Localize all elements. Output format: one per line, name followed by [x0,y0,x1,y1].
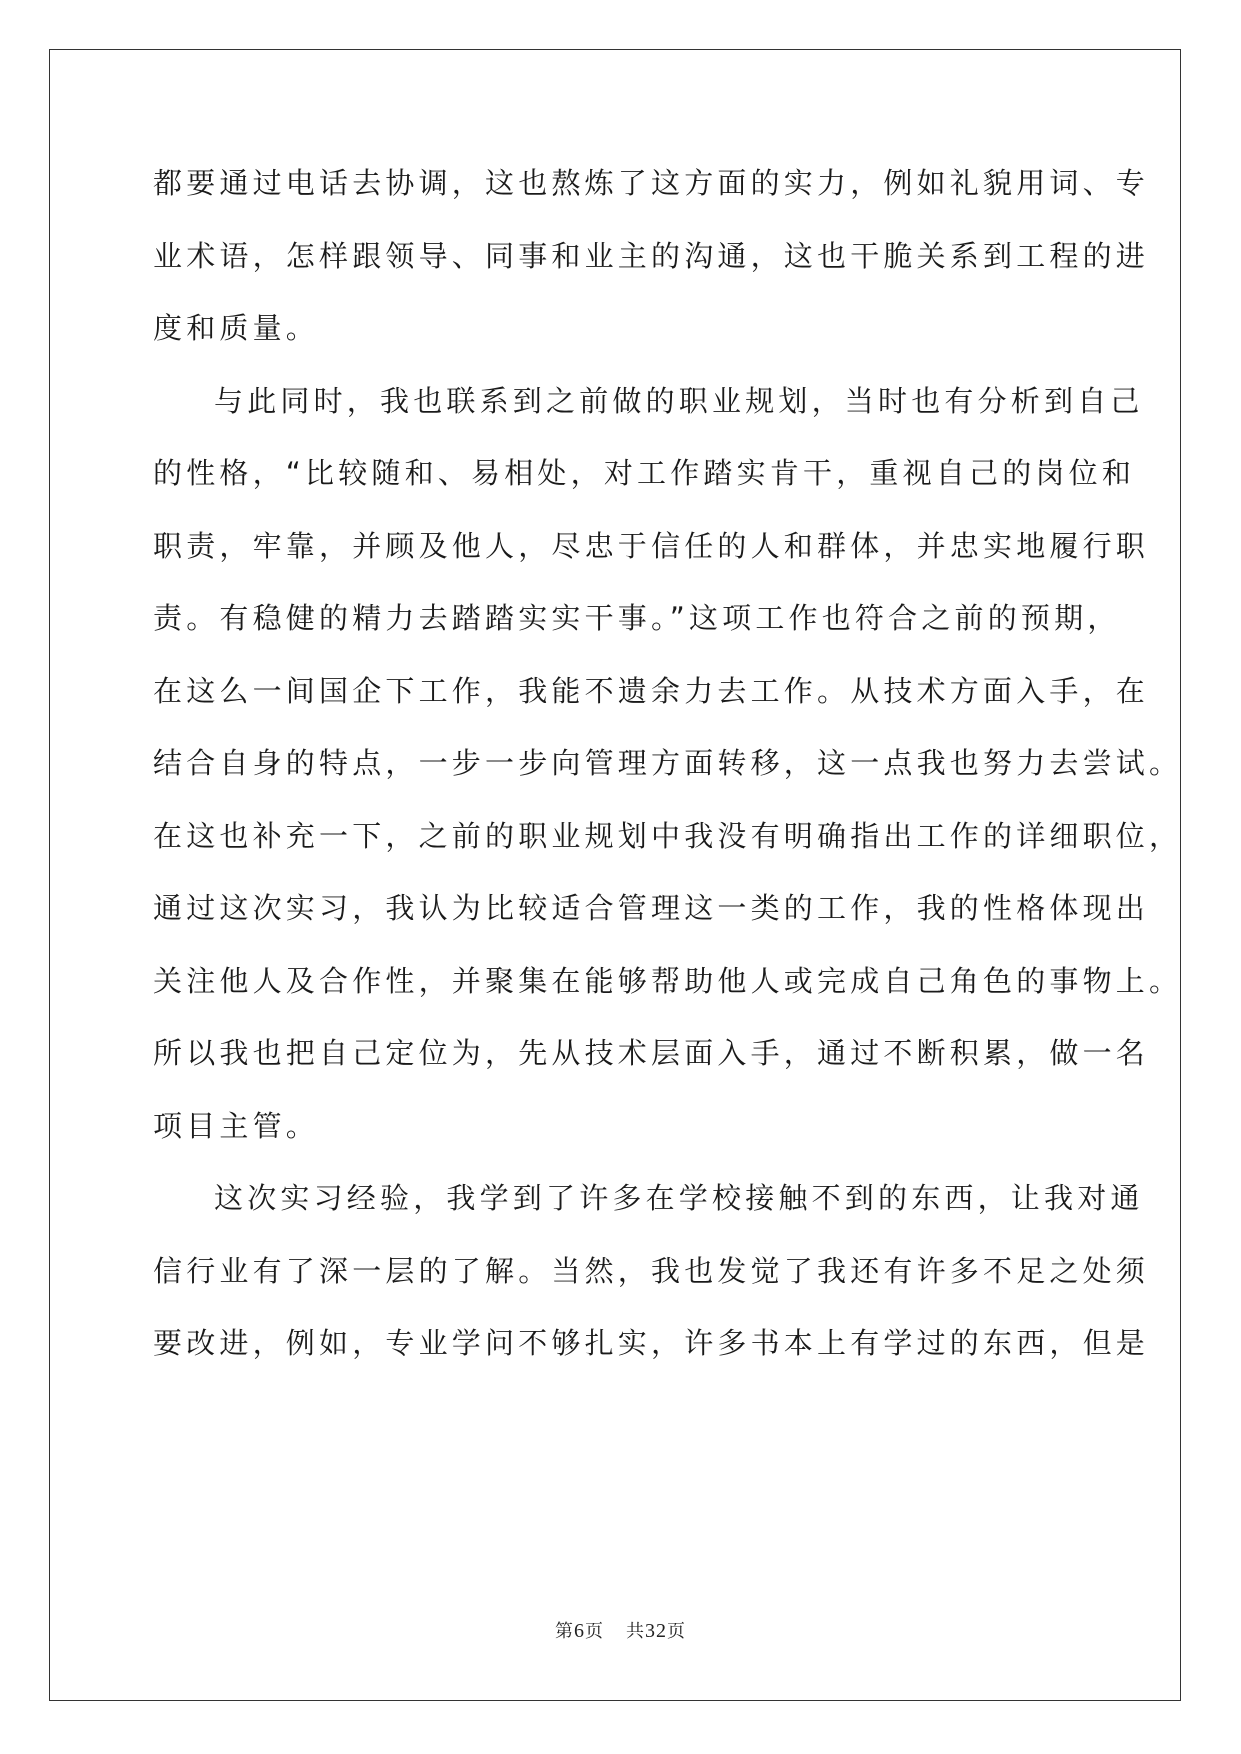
text-line: 项目主管。 [153,1109,320,1143]
text-line: 责。有稳健的精力去踏踏实实干事。”这项工作也符合之前的预期， [153,601,1121,635]
total-prefix: 共 [626,1621,645,1642]
page-footer [0,1617,1241,1643]
total-pages: 32 [645,1620,667,1642]
text-line: 职责，牢靠，并顾及他人，尽忠于信任的人和群体，并忠实地履行职 [153,529,1150,563]
text-line: 度和质量。 [153,311,320,345]
total-suffix: 页 [667,1621,686,1642]
text-line: 通过这次实习，我认为比较适合管理这一类的工作，我的性格体现出 [153,891,1150,925]
text-line: 业术语，怎样跟领导、同事和业主的沟通，这也干脆关系到工程的进 [153,239,1150,273]
page-suffix: 页 [585,1621,604,1642]
text-line: 结合自身的特点，一步一步向管理方面转移，这一点我也努力去尝试。 [153,746,1183,780]
text-line: 关注他人及合作性，并聚集在能够帮助他人或完成自己角色的事物上。 [153,964,1183,998]
text-line: 要改进，例如，专业学问不够扎实，许多书本上有学过的东西，但是 [153,1326,1150,1360]
text-line: 与此同时，我也联系到之前做的职业规划，当时也有分析到自己 [214,384,1144,418]
text-line: 这次实习经验，我学到了许多在学校接触不到的东西，让我对通 [214,1181,1144,1215]
text-line: 的性格，“比较随和、易相处，对工作踏实肯干，重视自己的岗位和 [153,456,1136,490]
text-line: 所以我也把自己定位为，先从技术层面入手，通过不断积累，做一名 [153,1036,1150,1070]
text-line: 信行业有了深一层的了解。当然，我也发觉了我还有许多不足之处须 [153,1254,1150,1288]
page-border [49,49,1181,1701]
page-prefix: 第 [555,1621,574,1642]
text-line: 都要通过电话去协调，这也熬炼了这方面的实力，例如礼貌用词、专 [153,166,1150,200]
page-number: 6 [574,1620,585,1642]
text-line: 在这也补充一下，之前的职业规划中我没有明确指出工作的详细职位， [153,819,1183,853]
text-line: 在这么一间国企下工作，我能不遗余力去工作。从技术方面入手，在 [153,674,1150,708]
